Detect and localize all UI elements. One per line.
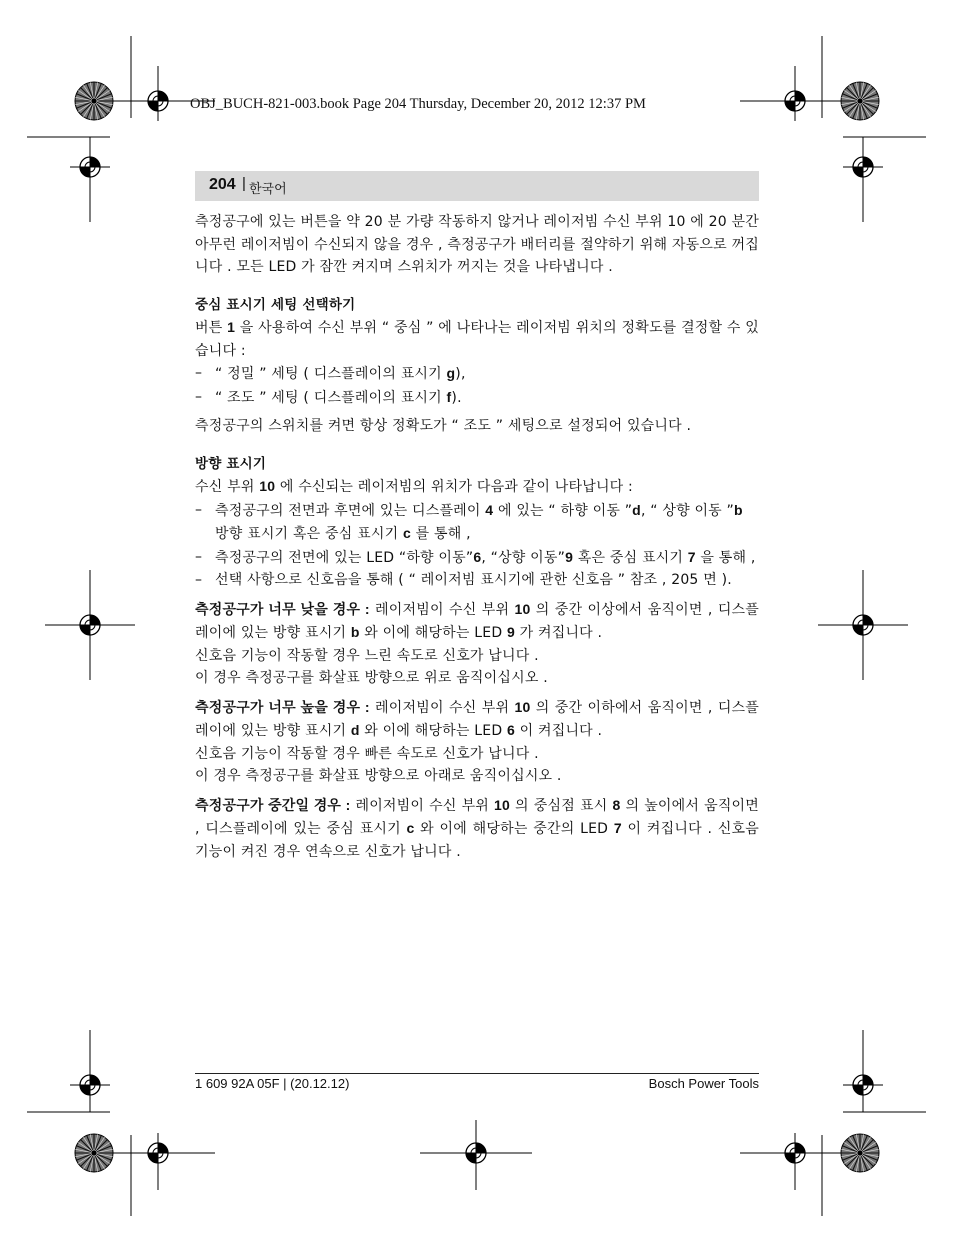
too-high-action-line: 이 경우 측정공구를 화살표 방향으로 아래로 움직이십시오 . bbox=[195, 768, 562, 784]
footer-doc-number: 1 609 92A 05F | (20.12.12) bbox=[195, 1076, 350, 1091]
center-section-heading: 중심 표시기 세팅 선택하기 bbox=[195, 296, 356, 313]
list-item: – 측정공구의 전면과 후면에 있는 디스플레이 4 에 있는 “ 하향 이동 ”d, “ 상향 이동 ”b 방향 표시기 혹은 중심 표시기 c 를 통해 , bbox=[195, 501, 743, 542]
list-item: – “ 조도 ” 세팅 ( 디스플레이의 표시기 f). bbox=[195, 388, 462, 406]
page-language: 한국어 bbox=[249, 182, 287, 197]
header-separator: | bbox=[242, 175, 246, 192]
page-body bbox=[195, 211, 759, 863]
page-number: 204 bbox=[209, 176, 236, 193]
list-item: – 측정공구의 전면에 있는 LED “하향 이동”6, “상향 이동”9 혹은 중심 표시기 7 을 통해 , bbox=[195, 548, 756, 566]
too-low-action-line: 이 경우 측정공구를 화살표 방향으로 위로 움직이십시오 . bbox=[195, 670, 548, 686]
footer-rule bbox=[195, 1073, 759, 1074]
too-low-signal-line: 신호음 기능이 작동할 경우 느린 속도로 신호가 납니다 . bbox=[195, 647, 539, 664]
too-high-signal-line: 신호음 기능이 작동할 경우 빠른 속도로 신호가 납니다 . bbox=[195, 745, 539, 762]
direction-section-paragraph: 수신 부위 10 에 수신되는 레이저빔의 위치가 다음과 같이 나타납니다 : bbox=[195, 478, 633, 495]
centered-paragraph: 측정공구가 중간일 경우 : 레이저빔이 수신 부위 10 의 중심점 표시 8 의 높이에서 움직이면 , 디스플레이에 있는 중심 표시기 c 와 이에 해당하는 중간의 LED 7 이 켜집니다 . 신호음 기능이 켜진 경우 연속으로 신호가 납니다 . bbox=[195, 796, 759, 860]
center-section-paragraph: 버튼 1 을 사용하여 수신 부위 “ 중심 ” 에 나타나는 레이저빔 위치의 정확도를 결정할 수 있습니다 : bbox=[195, 319, 759, 359]
intro-paragraph: 측정공구에 있는 버튼을 약 20 분 가량 작동하지 않거나 레이저빔 수신 부위 10 에 20 분간 아무런 레이저빔이 수신되지 않을 경우 , 측정공구가 배터리를 절약하기 위해 자동으로 꺼집니다 . 모든 LED 가 잠깐 켜지며 스위치가 꺼지는 것을 나타냅니다 . bbox=[195, 214, 759, 275]
page-header bbox=[195, 171, 759, 201]
list-item: – “ 정밀 ” 세팅 ( 디스플레이의 표시기 g), bbox=[195, 365, 466, 382]
direction-section-heading: 방향 표시기 bbox=[195, 455, 267, 472]
too-low-paragraph: 측정공구가 너무 낮을 경우 : 레이저빔이 수신 부위 10 의 중간 이상에서 움직이면 , 디스플레이에 있는 방향 표시기 b 와 이에 해당하는 LED 9 가 켜집니다 . bbox=[195, 600, 760, 641]
print-slug: OBJ_BUCH-821-003.book Page 204 Thursday, December 20, 2012 12:37 PM bbox=[190, 96, 646, 112]
too-high-paragraph: 측정공구가 너무 높을 경우 : 레이저빔이 수신 부위 10 의 중간 이하에서 움직이면 , 디스플레이에 있는 방향 표시기 d 와 이에 해당하는 LED 6 이 켜집니다 . bbox=[195, 698, 760, 739]
center-section-note: 측정공구의 스위치를 켜면 항상 정확도가 “ 조도 ” 세팅으로 설정되어 있습니다 . bbox=[195, 418, 692, 434]
list-item: – 선택 사항으로 신호음을 통해 ( “ 레이저빔 표시기에 관한 신호음 ” 참조 , 205 면 ). bbox=[195, 572, 732, 588]
footer-brand: Bosch Power Tools bbox=[648, 1076, 759, 1091]
